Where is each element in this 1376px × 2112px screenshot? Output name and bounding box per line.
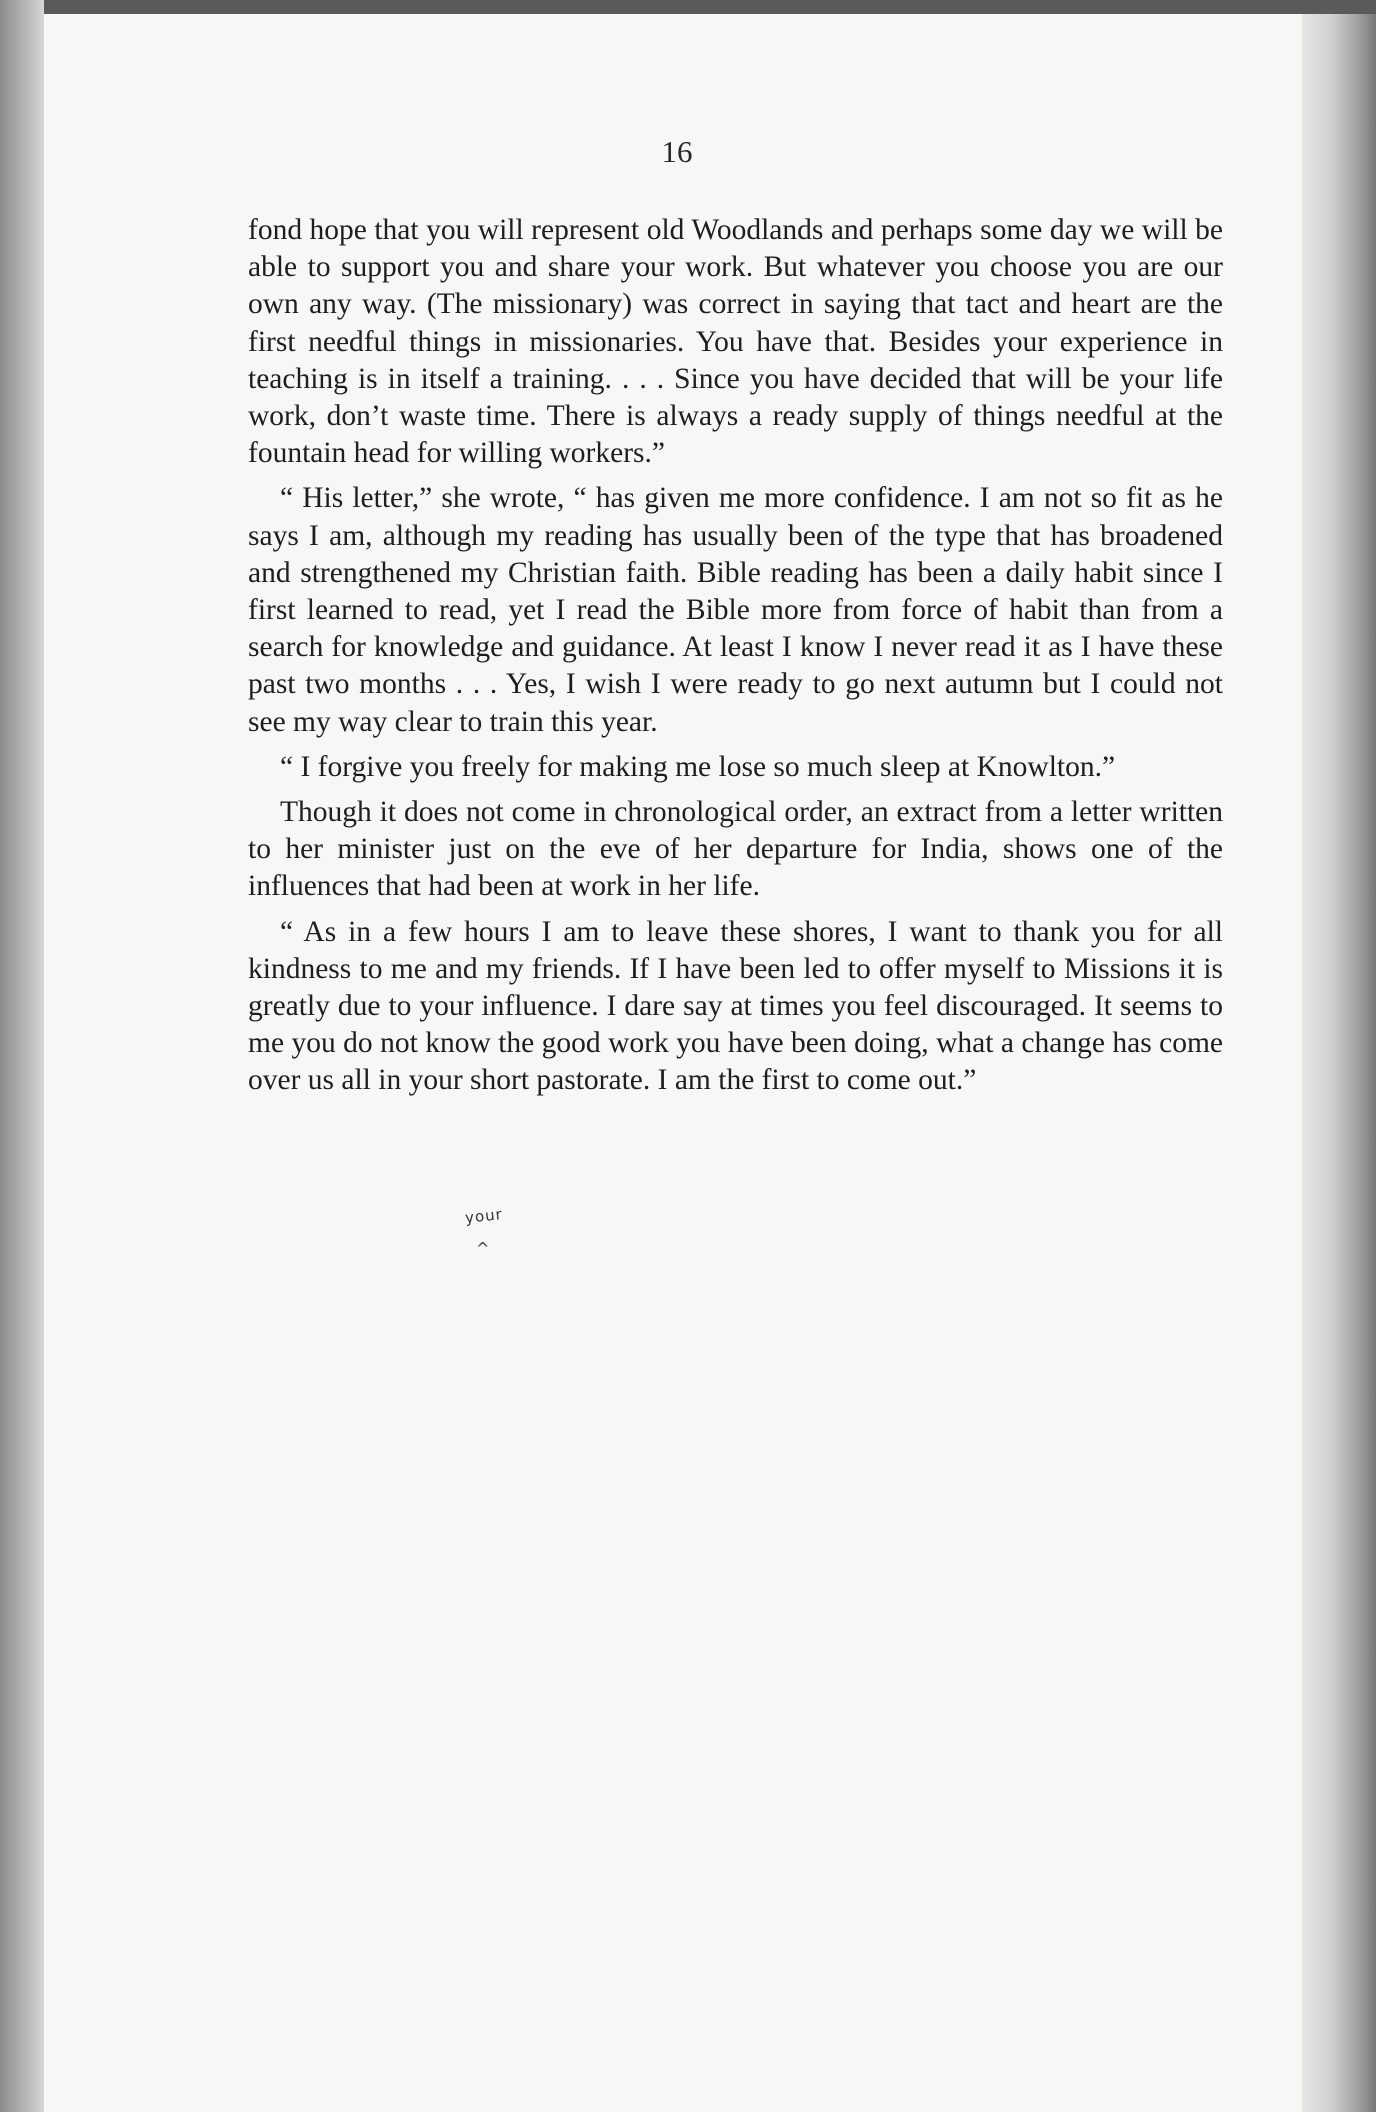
paragraph-knowlton: “ I forgive you freely for making me lose so much sleep at Knowlton.” xyxy=(280,750,1116,783)
paragraph-chronological-extract: Though it does not come in chronological order, an extract from a letter written to her minister just on the eve of her departure for India, shows one of the influences that had been at work in her life. xyxy=(248,796,1223,903)
paragraph-leaving-shores: “ As in a few hours I am to leave these shores, I want to thank you for all kindness to me and my friends. If I have been led to offer myself to Missions it is greatly due to your influence. I dare say at times you feel discouraged. It seems to me you do not know the good work you have been doing, what a change has come over us all in your short pastorate. I am the first to come out.” xyxy=(248,915,1223,1097)
paragraph-woodlands-letter: fond hope that you will represent old Woodlands and perhaps some day we will be able to support you and share your work. But whatever you choose you are our own any way. (The missionary) was correct in saying that tact and heart are the first needful things in missionaries. You have that. Besides your experience in teaching is in itself a training. . . . Since you have decided that will be your life work, don’t waste time. There is always a ready supply of things needful at the fountain head for willing workers.” xyxy=(248,214,1223,470)
insertion-caret-mark: ^ xyxy=(476,1239,490,1258)
page-number: 16 xyxy=(661,134,693,169)
scan-left-margin xyxy=(0,0,44,2112)
scan-top-border xyxy=(0,0,1376,14)
book-page xyxy=(44,14,1310,2112)
scan-right-margin xyxy=(1302,14,1376,2112)
paragraph-his-letter: “ His letter,” she wrote, “ has given me more confidence. I am not so fit as he says I am, although my reading has usually been of the type that has broadened and strengthened my Christian faith. Bible reading has been a daily habit since I first learned to read, yet I read the Bible more from force of habit than from a search for knowledge and guidance. At least I know I never read it as I have these past two months . . . Yes, I wish I were ready to go next autumn but I could not see my way clear to train this year. xyxy=(248,482,1223,738)
body-text xyxy=(248,212,1223,1100)
handwritten-insertion: your xyxy=(464,1205,504,1227)
